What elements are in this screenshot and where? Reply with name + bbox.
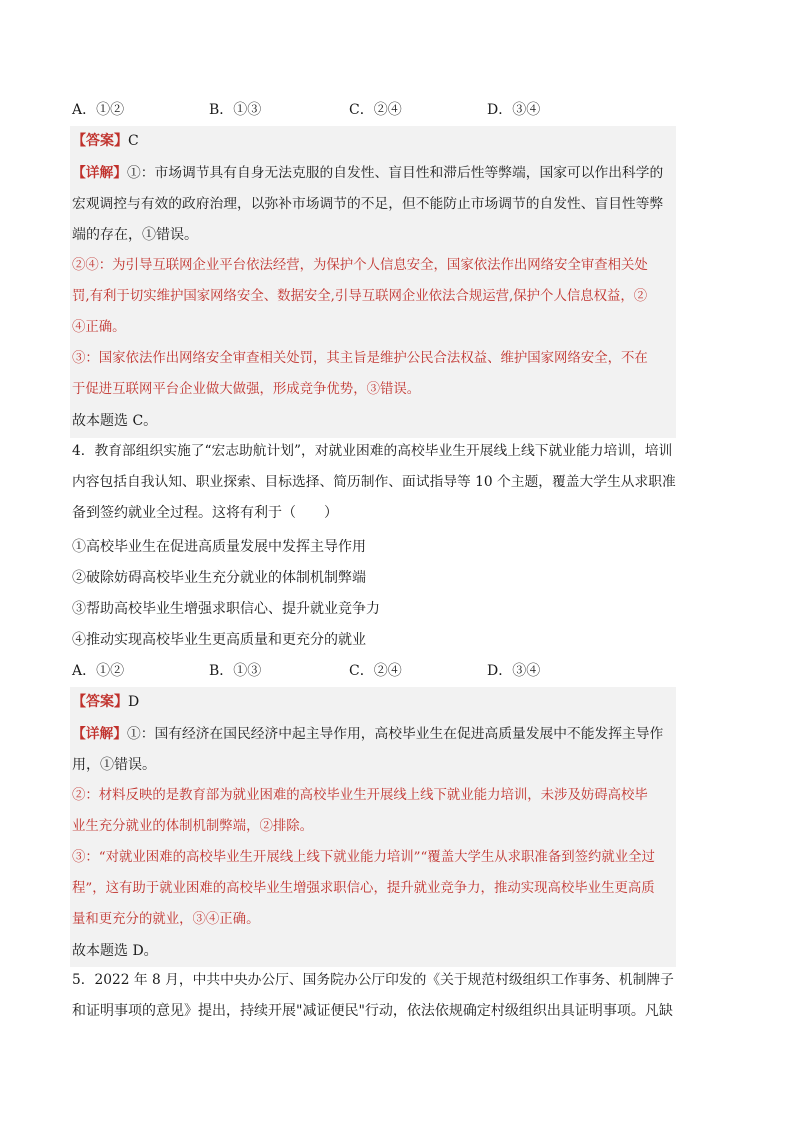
q3-red-analysis-1-line-1: ②④：为引导互联网企业平台依法经营，为保护个人信息安全，国家依法作出网络安全审查相关处 <box>72 258 648 273</box>
q3-detail-line-2: 宏观调控与有效的政府治理，以弥补市场调节的不足，但不能防止市场调节的自发性、盲目性等弊 <box>72 196 664 212</box>
answer-value: D <box>128 694 140 710</box>
q3-red-analysis-2-line-2: 于促进互联网平台企业做大做强，形成竞争优势，③错误。 <box>72 382 421 397</box>
q3-conclusion: 故本题选 C。 <box>72 413 158 429</box>
q5-stem-line-1: 5．2022 年 8 月，中共中央办公厅、国务院办公厅印发的《关于规范村级组织工作事务、机制牌子 <box>72 972 674 988</box>
q3-option-d: D．③④ <box>487 102 541 118</box>
q3-detail-line-3: 端的存在，①错误。 <box>72 227 198 243</box>
q5-stem-line-2: 和证明事项的意见》提出，持续开展"减证便民"行动，依法依规确定村级组织出具证明事项。凡缺 <box>72 1003 673 1019</box>
q4-stem-line-1: 4．教育部组织实施了“宏志助航计划”，对就业困难的高校毕业生开展线上线下就业能力培训，培训 <box>72 443 673 459</box>
answer-tag: 【答案】 <box>72 133 128 149</box>
detail-tag: 【详解】 <box>72 165 128 181</box>
q4-red-analysis-2-line-2: 程”，这有助于就业困难的高校毕业生增强求职信心，提升就业竞争力，推动实现高校毕业生更高质 <box>72 881 655 896</box>
q3-option-a: A．①② <box>72 102 125 118</box>
q3-detail-line-1: 【详解】①：市场调节具有自身无法克服的自发性、盲目性和滞后性等弊端，国家可以作出科学的 <box>72 165 664 181</box>
q4-detail-line-1: 【详解】①：国有经济在国民经济中起主导作用，高校毕业生在促进高质量发展中不能发挥主导作 <box>72 726 664 742</box>
q4-stem-line-2: 内容包括自我认知、职业探索、目标选择、简历制作、面试指导等 10 个主题，覆盖大学生从求职准 <box>72 474 676 490</box>
q4-option-b: B．①③ <box>209 663 262 679</box>
q4-option-d: D．③④ <box>487 663 541 679</box>
q4-detail-line-2: 用，①错误。 <box>72 757 156 773</box>
q4-answer-block <box>70 687 676 967</box>
detail-tag: 【详解】 <box>72 726 128 742</box>
q4-stem-line-3: 备到签约就业全过程。这将有利于（ ） <box>72 505 338 521</box>
q3-answer-block <box>70 126 676 438</box>
q4-item-2: ②破除妨碍高校毕业生充分就业的体制机制弊端 <box>72 570 366 586</box>
q3-red-analysis-2-line-1: ③：国家依法作出网络安全审查相关处罚，其主旨是维护公民合法权益、维护国家网络安全，不在 <box>72 351 648 366</box>
q4-red-analysis-1-line-1: ②：材料反映的是教育部为就业困难的高校毕业生开展线上线下就业能力培训，未涉及妨碍高校毕 <box>72 788 648 803</box>
q3-red-analysis-1-line-2: 罚,有利于切实维护国家网络安全、数据安全,引导互联网企业依法合规运营,保护个人信息权益，② <box>72 289 648 304</box>
q3-red-analysis-1-line-3: ④正确。 <box>72 320 126 335</box>
q4-item-1: ①高校毕业生在促进高质量发展中发挥主导作用 <box>72 539 366 555</box>
q3-option-b: B．①③ <box>209 102 262 118</box>
q3-options <box>72 100 672 120</box>
q4-red-analysis-2-line-3: 量和更充分的就业，③④正确。 <box>72 912 260 927</box>
q4-item-4: ④推动实现高校毕业生更高质量和更充分的就业 <box>72 632 366 648</box>
q4-option-a: A．①② <box>72 663 125 679</box>
q4-options <box>72 661 672 681</box>
q4-option-c: C．②④ <box>349 663 402 679</box>
answer-value: C <box>128 133 139 149</box>
q4-answer-line <box>72 692 139 712</box>
q4-item-3: ③帮助高校毕业生增强求职信心、提升就业竞争力 <box>72 601 380 617</box>
q4-red-analysis-1-line-2: 业生充分就业的体制机制弊端，②排除。 <box>72 819 314 834</box>
answer-tag: 【答案】 <box>72 694 128 710</box>
q4-conclusion: 故本题选 D。 <box>72 943 158 959</box>
q4-red-analysis-2-line-1: ③：“对就业困难的高校毕业生开展线上线下就业能力培训”“覆盖大学生从求职准备到签约就业全过 <box>72 850 655 865</box>
q3-option-c: C．②④ <box>349 102 402 118</box>
q3-answer-line <box>72 131 139 151</box>
